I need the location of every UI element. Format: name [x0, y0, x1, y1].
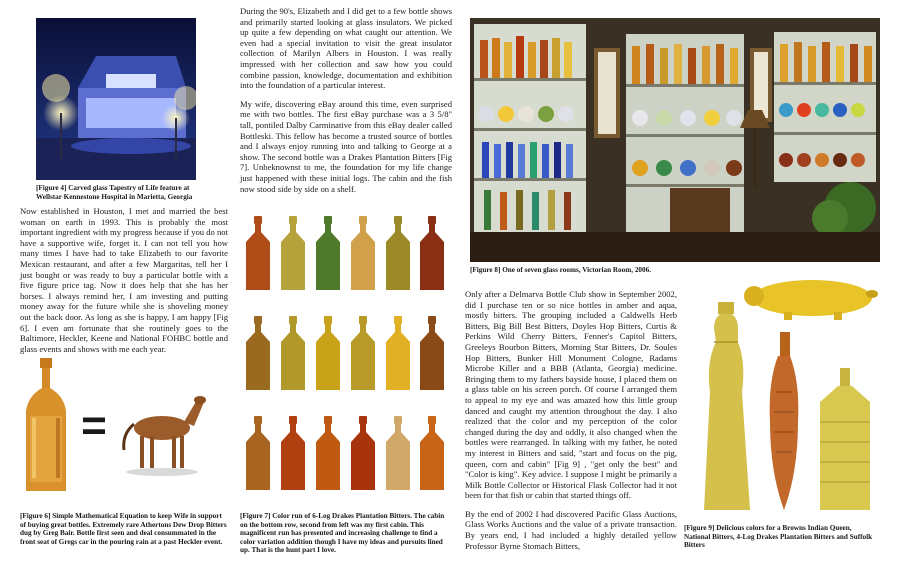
- fig7-bottle-grid-photo: [240, 210, 452, 506]
- drakes-bottles-illustration: [240, 210, 452, 506]
- athertons-bottle: [20, 356, 72, 496]
- fig4-hospital-photo: [36, 18, 196, 180]
- fig6-caption: [Figure 6] Simple Mathematical Equation to keep Wife in support of buying great bottles. Extremely rare Athertons Dew Drop Bitters dug by Greg Bair. Bottle first seen and deal consummated in the front seat of Gregs car in the pouring rain at a past Heckler event.: [20, 512, 227, 546]
- fig6-horse-photo: [112, 384, 208, 480]
- fig9-illustration: [684, 272, 884, 516]
- equals-sign: =: [81, 401, 107, 450]
- fig8-caption: [Figure 8] One of seven glass rooms, Victorian Room, 2006.: [470, 266, 652, 274]
- col1-paragraph: Now established in Houston, I met and married the best woman on earth in 1993. This is probably the most important ingredient with my progress because if you do not have a supportive wife, forget it. I can not tell you how many times I have had to take Elizabeth to our favorite Mexican restaurant, and after a few Margaritas, tell her I just bought or was ready to buy a particular bottle with a five figure price tag. Now it does help that she has her horses. I always remind her, I am investing and putting money away for the future while she is shoveling money out the back door. As long as she is happy, I am happy [Fig 6]. I even am fortunate that she routinely goes to the Baltimore, Heckler, Keene and National FOHBC bottle and glass events and shows with me each year.: [20, 206, 228, 354]
- col2-paragraph-1: During the 90's, Elizabeth and I did get to a few bottle shows and primarily started looking at glass insulators. We picked up quite a few depending on what caught our attention. We even had a special invitation to visit the great insulator collection of Marilyn Albers in Houston. I was really impressed with her collection and saw how you could combine passion, knowledge, documentation and exhibition into the foundation of a particular interest.: [240, 6, 452, 91]
- fig4-caption: [Figure 4] Carved glass Tapestry of Life feature at Wellstar Kennestone Hospital in Marietta, Georgia: [36, 184, 193, 201]
- hospital-illustration: [36, 18, 196, 180]
- col3-paragraph-2: By the end of 2002 I had discovered Pacific Glass Auctions, Glass Works Auctions and the value of a private transaction. By years end, I had included a highly detailed yellow Professor Byrne Stomach Bitters,: [465, 508, 677, 551]
- col2-paragraph-2: My wife, discovering eBay around this time, even surprised me with two bottles. The first eBay purchase was a 3 5/8" tall, pontiled Dalby Carminative from this eBay dealer called Bottleski. This fellow has become a trusted source of bottles and I always enjoy running into and talking to George at a show. The second bottle was a Drakes Plantation Bitters [Fig 7]. Unbeknownst to me, the foundation for my life change just happened with these initial logs. The cabin and the fish now stood side by side on a shelf.: [240, 98, 452, 194]
- fig6-bottle-photo: [20, 356, 72, 496]
- fig9-bottles-photo: [684, 272, 884, 516]
- horse-illustration: [112, 384, 208, 480]
- glass-room-illustration: [470, 18, 880, 262]
- fig8-glass-room-photo: [470, 18, 880, 262]
- fig7-caption: [Figure 7] Color run of 6-Log Drakes Plantation Bitters. The cabin on the bottom row, second from left was my first cabin. This magnificent run has presented and increasing challenge to find a color variation addition though I have my ideas and pursuits lined up. That is the hunt part I love.: [240, 512, 445, 555]
- fig9-caption: [Figure 9] Delicious colors for a Browns Indian Queen, National Bitters, 4-Log Drakes Plantation Bitters and Suffolk Bitters: [684, 524, 873, 550]
- col3-paragraph-1: Only after a Delmarva Bottle Club show in September 2002, did I purchase ten or so nice bottles in amber and aqua, mostly bitters. The grouping included a Caldwells Herb Bitters, Big Bill Best Bitters, Doyles Hop Bitters, Curtis & Perkins Wild Cherry Bitters, Fenner's Capitol Bitters, Greeleys Bourbon Bitters, Morning Star Bitters, Dr. Soules Hop Bitters, Bunker Hill Monument Cologne, Radams Microbe Killer and a BBB (Atlanta, Georgia) medicine. Bringing them to my fathers bayside house, I placed them on a glass table on his screen porch. Of course I arranged them to appeal to my eye and was amazed how this little group danced and caught my attention throughout the day. I also realized that the color and my perception of the color changed during the day and oddly, it also changed when the bottles were rearranged. In talking with my father, he noted my interest in Bitters and said, "start and focus on the pig, queen, corn and cabin" [Fig 9] , "get only the best" and "Color is king". Key advice. I suppose I might be primarily a Milk Bottle Collector or Historical Flask Collector had it not been for that fish or cabin that started things off.: [465, 289, 677, 501]
